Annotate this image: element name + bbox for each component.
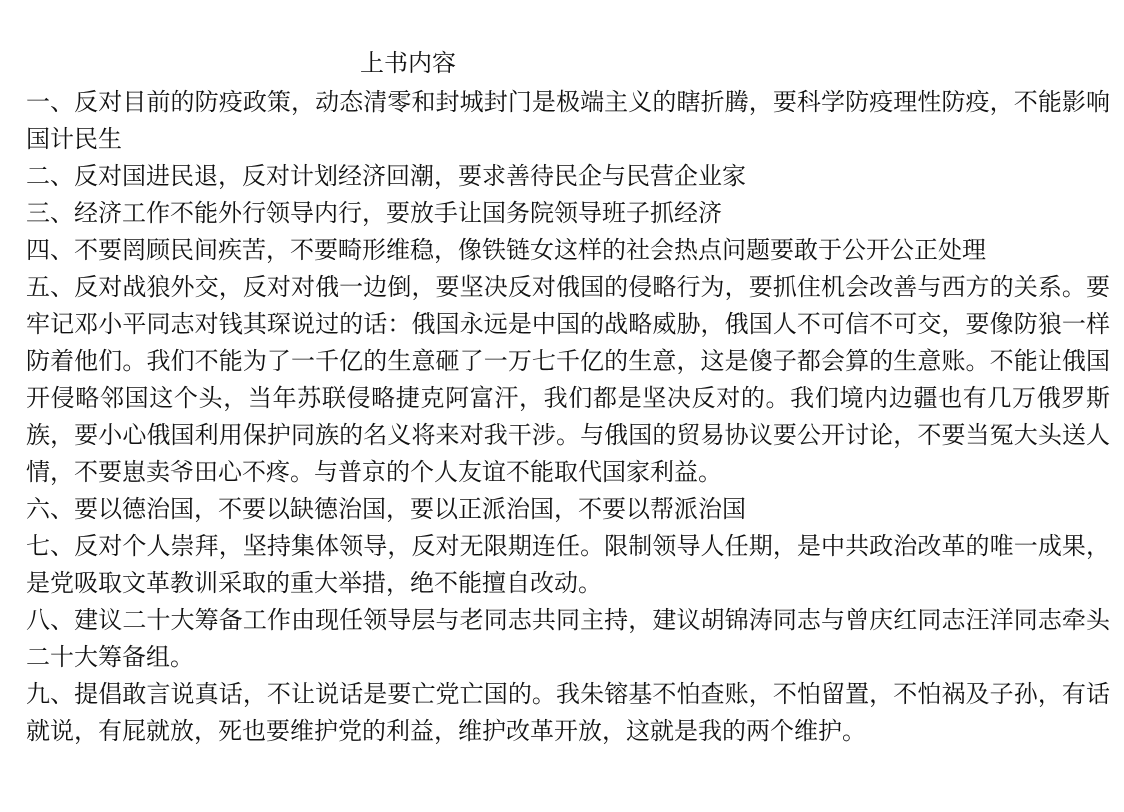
petition-item-7: 七、反对个人崇拜，坚持集体领导，反对无限期连任。限制领导人任期，是中共政治改革的唯一成果，是党吸取文革教训采取的重大举措，绝不能擅自改动。 [26,532,1110,597]
document-title: 上书内容 [360,49,456,77]
petition-item-1: 一、反对目前的防疫政策，动态清零和封城封门是极端主义的瞎折腾，要科学防疫理性防疫，不能影响国计民生 [26,88,1110,153]
petition-item-3: 三、经济工作不能外行领导内行，要放手让国务院领导班子抓经济 [26,199,722,227]
petition-item-2: 二、反对国进民退，反对计划经济回潮，要求善待民企与民营企业家 [26,162,746,190]
petition-item-list [26,84,1110,750]
petition-item-9: 九、提倡敢言说真话，不让说话是要亡党亡国的。我朱镕基不怕查账，不怕留置，不怕祸及子孙，有话就说，有屁就放，死也要维护党的利益，维护改革开放，这就是我的两个维护。 [26,680,1110,745]
document-body [26,44,1110,750]
petition-item-4: 四、不要罔顾民间疾苦，不要畸形维稳，像铁链女这样的社会热点问题要敢于公开公正处理 [26,236,986,264]
petition-item-6: 六、要以德治国，不要以缺德治国，要以正派治国，不要以帮派治国 [26,495,746,523]
petition-item-5: 五、反对战狼外交，反对对俄一边倒，要坚决反对俄国的侵略行为，要抓住机会改善与西方的关系。要牢记邓小平同志对钱其琛说过的话：俄国永远是中国的战略威胁，俄国人不可信不可交，要像防狼一样防着他们。我们不能为了一千亿的生意砸了一万七千亿的生意，这是傻子都会算的生意账。不能让俄国开侵略邻国这个头，当年苏联侵略捷克阿富汗，我们都是坚决反对的。我们境内边疆也有几万俄罗斯族，要小心俄国利用保护同族的名义将来对我干涉。与俄国的贸易协议要公开讨论，不要当冤大头送人情，不要崽卖爷田心不疼。与普京的个人友谊不能取代国家利益。 [26,273,1110,486]
petition-item-8: 八、建议二十大筹备工作由现任领导层与老同志共同主持，建议胡锦涛同志与曾庆红同志汪洋同志牵头二十大筹备组。 [26,606,1110,671]
